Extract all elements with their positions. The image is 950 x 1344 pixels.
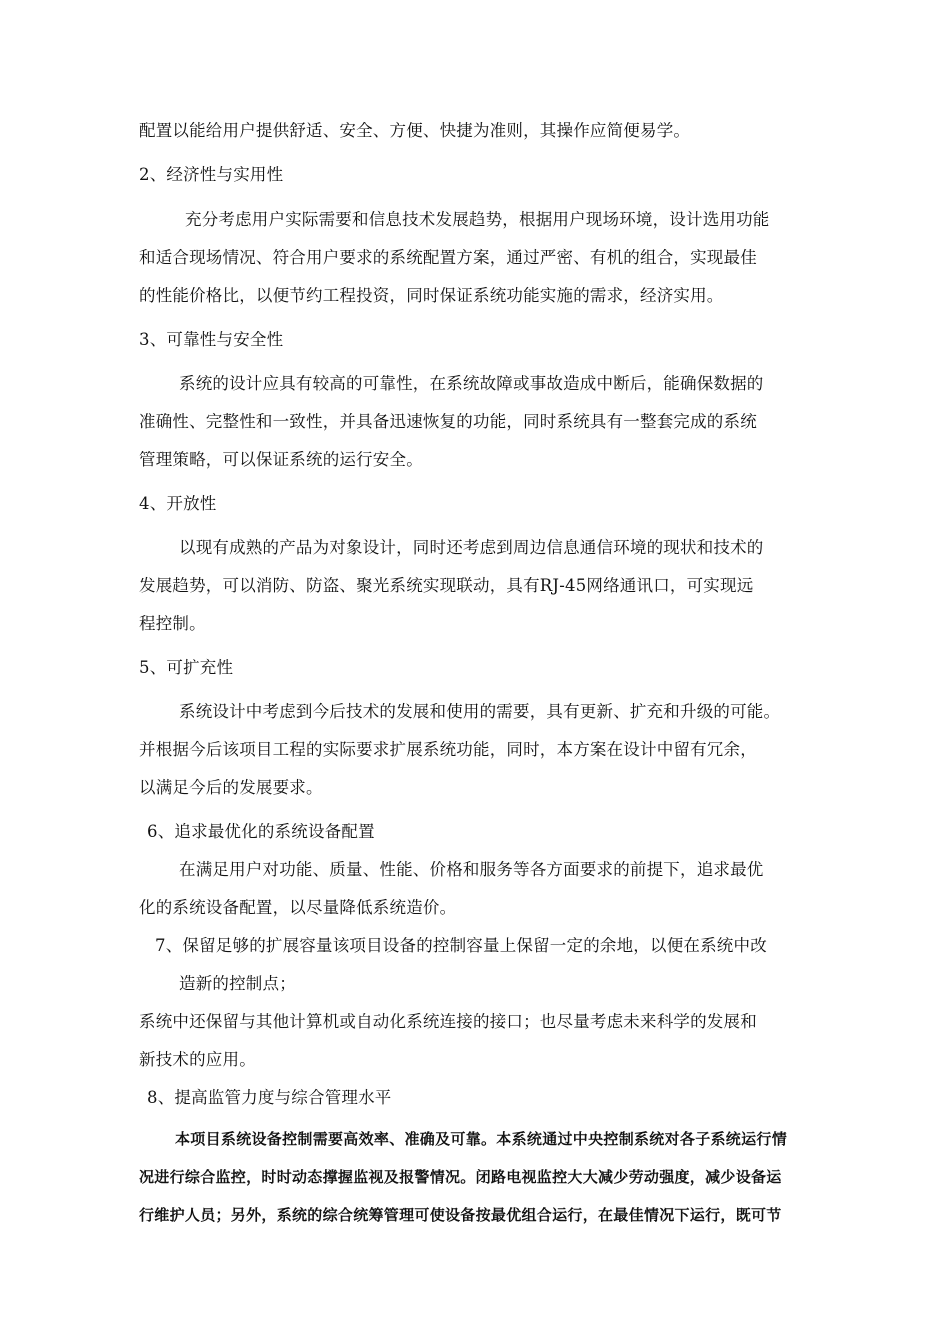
section-heading: 3、可靠性与安全性 [139,330,284,349]
section-heading: 5、可扩充性 [139,658,234,677]
section-heading: 4、开放性 [139,494,217,513]
paragraph-line: 管理策略，可以保证系统的运行安全。 [139,450,423,469]
paragraph-line: 以满足今后的发展要求。 [139,778,323,797]
paragraph-line: 的性能价格比，以便节约工程投资，同时保证系统功能实施的需求，经济实用。 [139,286,724,305]
section-heading: 2、经济性与实用性 [139,165,284,184]
paragraph-line: 系统的设计应具有较高的可靠性，在系统故障或事故造成中断后，能确保数据的 [179,374,764,393]
section-heading: 7、保留足够的扩展容量该项目设备的控制容量上保留一定的余地，以便在系统中改 [155,936,767,955]
paragraph-line: 和适合现场情况、符合用户要求的系统配置方案，通过严密、有机的组合，实现最佳 [139,248,757,267]
paragraph-line: 并根据今后该项目工程的实际要求扩展系统功能，同时，本方案在设计中留有冗余， [139,740,757,759]
section-heading: 6、追求最优化的系统设备配置 [147,822,375,841]
paragraph-line: 发展趋势，可以消防、防盗、聚光系统实现联动，具有RJ-45网络通讯口，可实现远 [139,576,754,595]
section-heading: 8、提高监管力度与综合管理水平 [147,1088,392,1107]
paragraph-line: 系统中还保留与其他计算机或自动化系统连接的接口；也尽量考虑未来科学的发展和 [139,1012,757,1031]
paragraph-line: 系统设计中考虑到今后技术的发展和使用的需要，具有更新、扩充和升级的可能。 [179,702,781,721]
paragraph-line: 程控制。 [139,614,206,633]
paragraph-line: 新技术的应用。 [139,1050,256,1069]
paragraph-line: 配置以能给用户提供舒适、安全、方便、快捷为准则，其操作应简便易学。 [139,121,691,140]
paragraph-line: 化的系统设备配置，以尽量降低系统造价。 [139,898,457,917]
paragraph-line: 以现有成熟的产品为对象设计，同时还考虑到周边信息通信环境的现状和技术的 [179,538,764,557]
paragraph-line: 在满足用户对功能、质量、性能、价格和服务等各方面要求的前提下，追求最优 [179,860,764,879]
paragraph-line-bold: 况进行综合监控，时时动态撑握监视及报警情况。闭路电视监控大大减少劳动强度，减少设备运 [139,1168,782,1186]
paragraph-line: 造新的控制点； [179,974,296,993]
paragraph-line: 准确性、完整性和一致性，并具备迅速恢复的功能，同时系统具有一整套完成的系统 [139,412,757,431]
paragraph-line: 充分考虑用户实际需要和信息技术发展趋势，根据用户现场环境，设计选用功能 [185,210,770,229]
paragraph-line-bold: 行维护人员；另外，系统的综合统筹管理可使设备按最优组合运行，在最佳情况下运行，既可节 [139,1206,782,1224]
paragraph-line-bold: 本项目系统设备控制需要高效率、准确及可靠。本系统通过中央控制系统对各子系统运行情 [175,1130,788,1148]
